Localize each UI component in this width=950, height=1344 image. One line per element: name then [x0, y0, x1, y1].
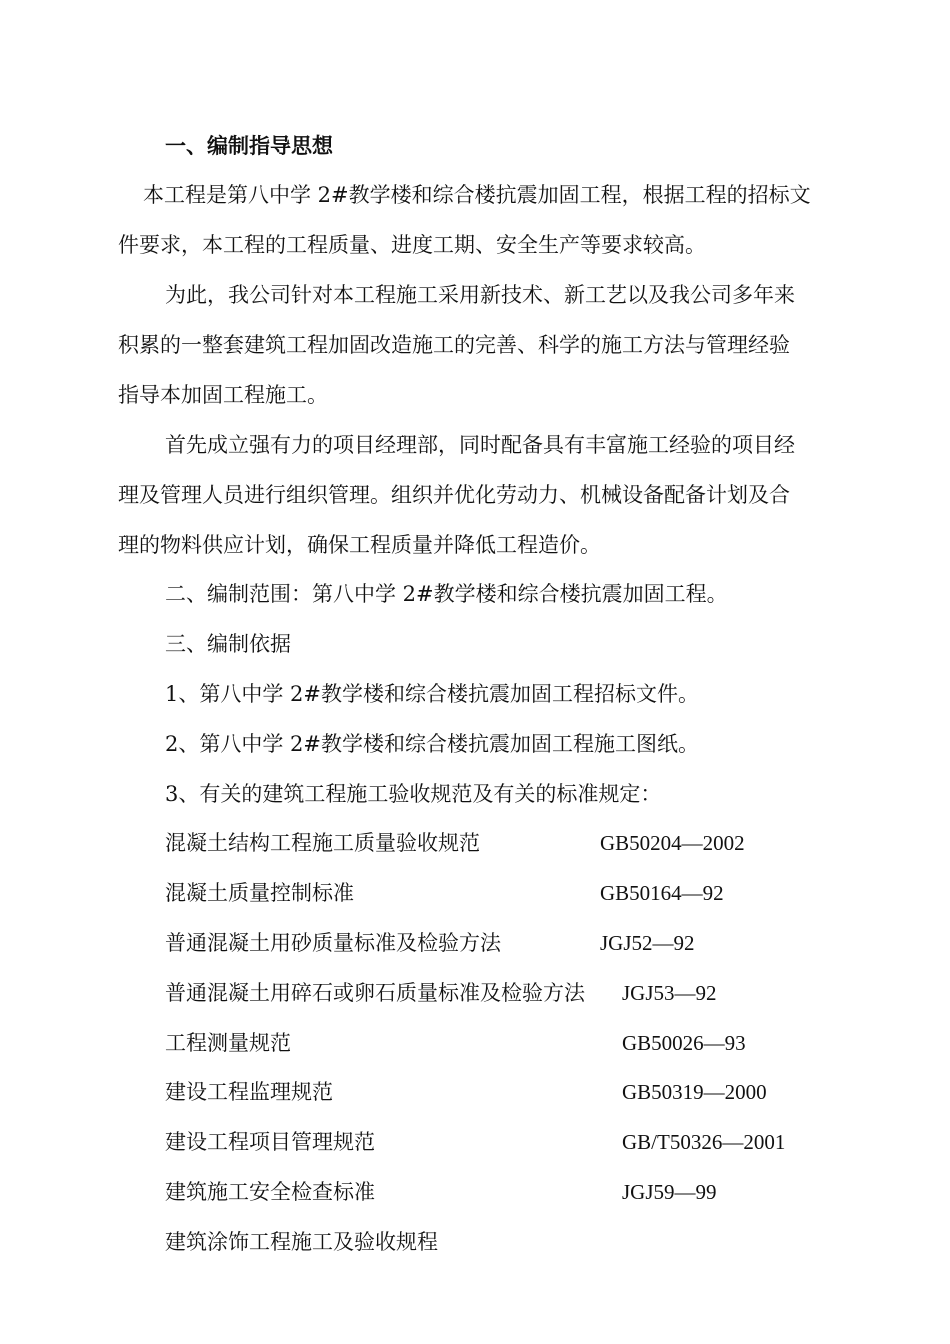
basis-item-3: 3、有关的建筑工程施工验收规范及有关的标准规定： — [165, 782, 662, 806]
paragraph-3-line-1: 首先成立强有力的项目经理部，同时配备具有丰富施工经验的项目经 — [165, 433, 795, 457]
standard-name: 建设工程监理规范 — [165, 1080, 333, 1104]
standard-name: 建筑涂饰工程施工及验收规程 — [165, 1230, 438, 1254]
paragraph-1-line-2: 件要求，本工程的工程质量、进度工期、安全生产等要求较高。 — [118, 233, 706, 257]
basis-item-2: 2、第八中学 2#教学楼和综合楼抗震加固工程施工图纸。 — [165, 732, 699, 756]
standard-code: JGJ59—99 — [622, 1180, 717, 1204]
paragraph-2-line-2: 积累的一整套建筑工程加固改造施工的完善、科学的施工方法与管理经验 — [118, 333, 790, 357]
section-3-basis-heading: 三、编制依据 — [165, 632, 291, 656]
standard-code: GB50319—2000 — [622, 1080, 767, 1104]
section-2-scope: 二、编制范围：第八中学 2#教学楼和综合楼抗震加固工程。 — [165, 582, 728, 606]
paragraph-1-line-1: 本工程是第八中学 2#教学楼和综合楼抗震加固工程，根据工程的招标文 — [143, 183, 811, 207]
standard-name: 工程测量规范 — [165, 1031, 291, 1055]
heading-guiding-ideology: 一、编制指导思想 — [165, 133, 333, 158]
standard-name: 混凝土结构工程施工质量验收规范 — [165, 831, 480, 855]
standard-name: 混凝土质量控制标准 — [165, 881, 354, 905]
paragraph-2-line-1: 为此，我公司针对本工程施工采用新技术、新工艺以及我公司多年来 — [165, 283, 795, 307]
standard-name: 普通混凝土用砂质量标准及检验方法 — [165, 931, 501, 955]
basis-item-1: 1、第八中学 2#教学楼和综合楼抗震加固工程招标文件。 — [165, 682, 699, 706]
standard-code: GB/T50326—2001 — [622, 1130, 786, 1154]
standard-code: JGJ53—92 — [622, 981, 717, 1005]
standard-name: 普通混凝土用碎石或卵石质量标准及检验方法 — [165, 981, 585, 1005]
standard-name: 建筑施工安全检查标准 — [165, 1180, 375, 1204]
paragraph-3-line-2: 理及管理人员进行组织管理。组织并优化劳动力、机械设备配备计划及合 — [118, 483, 790, 507]
standard-name: 建设工程项目管理规范 — [165, 1130, 375, 1154]
standard-code: GB50164—92 — [600, 881, 724, 905]
standard-code: JGJ52—92 — [600, 931, 695, 955]
standard-code: GB50026—93 — [622, 1031, 746, 1055]
standard-code: GB50204—2002 — [600, 831, 745, 855]
paragraph-2-line-3: 指导本加固工程施工。 — [118, 383, 328, 407]
paragraph-3-line-3: 理的物料供应计划，确保工程质量并降低工程造价。 — [118, 533, 601, 557]
